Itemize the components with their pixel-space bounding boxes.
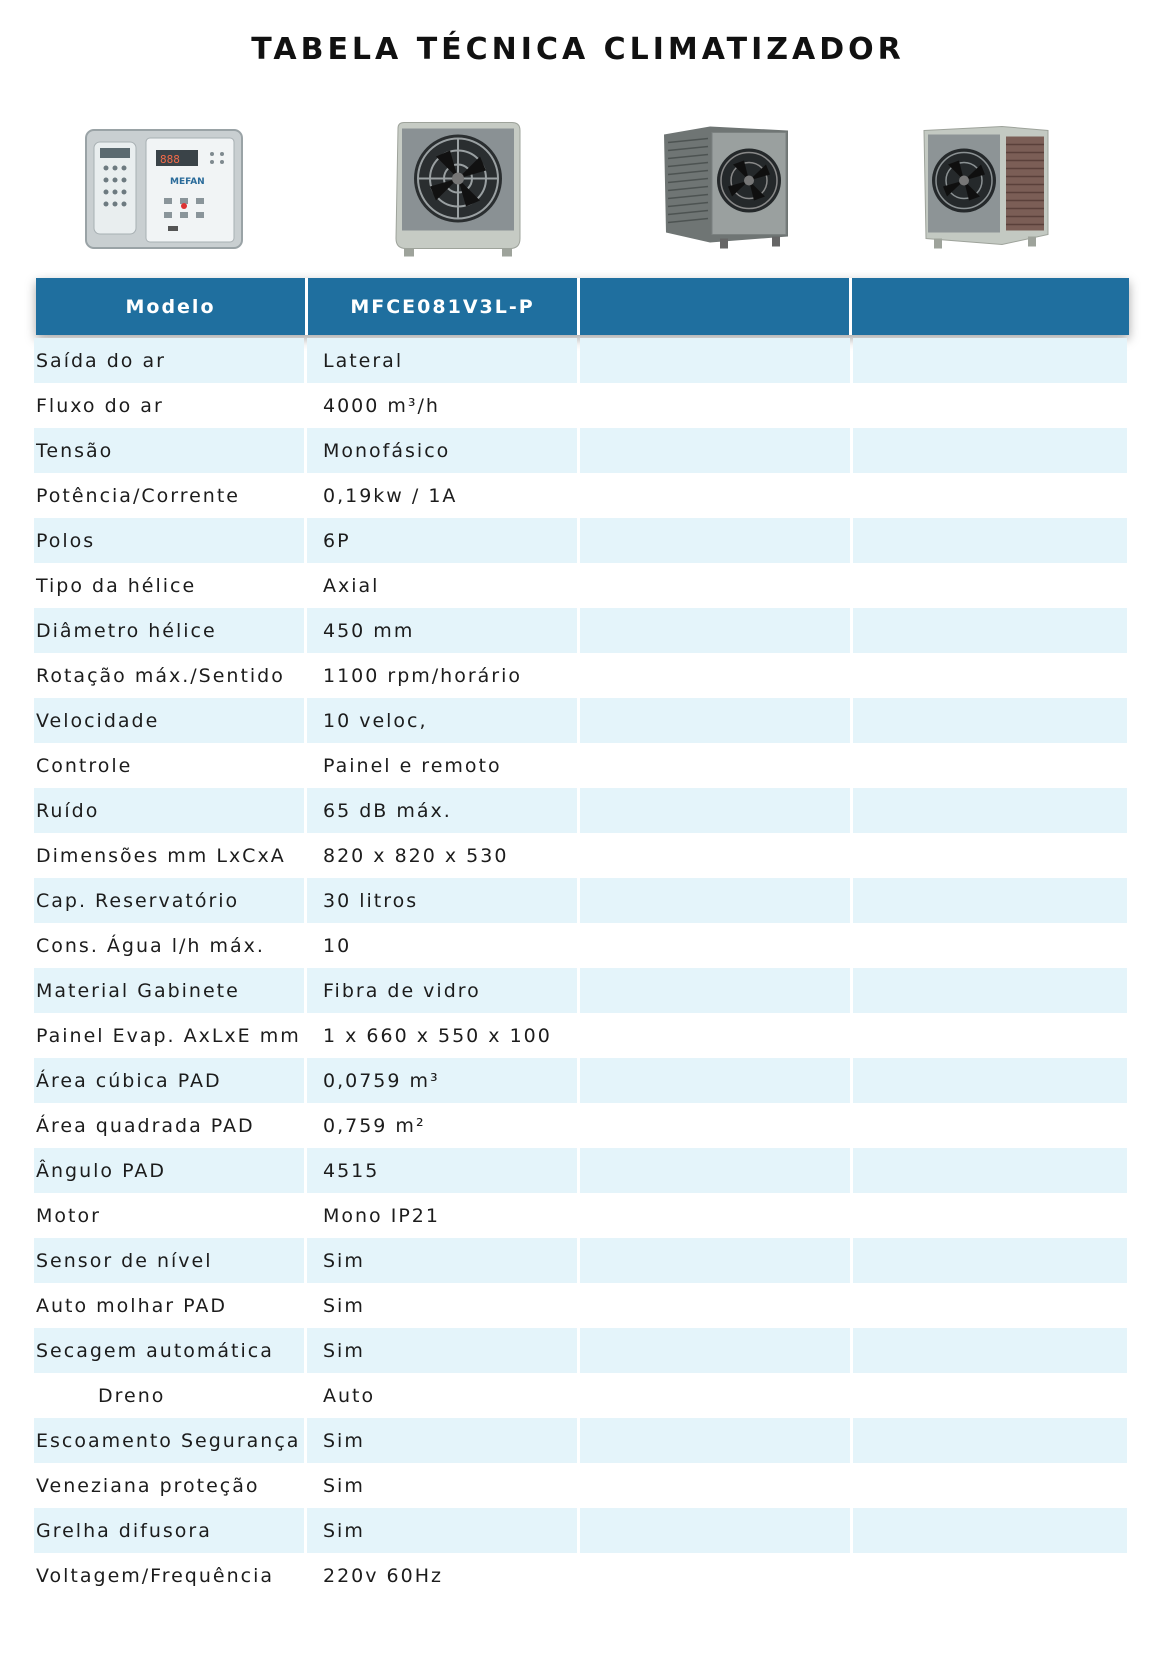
table-row [34, 473, 1127, 518]
spec-empty [853, 968, 1127, 1013]
table-row [34, 1238, 1127, 1283]
table-row [34, 923, 1127, 968]
spec-label: Secagem automática [34, 1328, 304, 1373]
spec-empty [853, 878, 1127, 923]
table-row [34, 1553, 1127, 1598]
spec-empty [853, 338, 1127, 383]
spec-label: Diâmetro hélice [34, 608, 304, 653]
spec-empty [853, 1103, 1127, 1148]
spec-empty [853, 518, 1127, 563]
spec-empty [853, 383, 1127, 428]
spec-empty [580, 1238, 850, 1283]
spec-label: Dimensões mm LxCxA [36, 844, 286, 867]
climatizador-front-icon [388, 118, 528, 263]
table-row [34, 1148, 1127, 1193]
spec-empty [853, 653, 1127, 698]
spec-empty [853, 608, 1127, 653]
table-row [34, 428, 1127, 473]
spec-empty [580, 698, 850, 743]
spec-empty [853, 473, 1127, 518]
spec-empty [853, 428, 1127, 473]
spec-value: 1100 rpm/horário [323, 664, 523, 687]
spec-label: Saída do ar [34, 338, 304, 383]
spec-empty [580, 1058, 850, 1103]
table-row [34, 833, 1127, 878]
spec-empty [580, 1418, 850, 1463]
spec-empty [853, 833, 1127, 878]
spec-empty [853, 743, 1127, 788]
spec-label: Auto molhar PAD [36, 1294, 227, 1317]
spec-empty [580, 1103, 850, 1148]
spec-value: 4000 m³/h [323, 394, 440, 417]
spec-empty [853, 1418, 1127, 1463]
spec-empty [580, 968, 850, 1013]
control-panel-image [84, 118, 244, 263]
table-row [34, 1463, 1127, 1508]
climatizador-side-image [660, 118, 795, 263]
spec-value: 10 [323, 934, 352, 957]
spec-empty [853, 698, 1127, 743]
spec-empty [580, 1193, 850, 1238]
spec-label: Voltagem/Frequência [36, 1564, 275, 1587]
spec-label: Potência/Corrente [36, 484, 240, 507]
spec-empty [853, 1328, 1127, 1373]
spec-value: Lateral [307, 338, 577, 383]
spec-empty [580, 1508, 850, 1553]
table-row [34, 1508, 1127, 1553]
control-panel-icon [84, 118, 244, 263]
spec-label: Dreno [98, 1384, 166, 1407]
climatizador-angle-icon [918, 118, 1053, 263]
spec-value: 0,0759 m³ [307, 1058, 577, 1103]
table-row [34, 1418, 1127, 1463]
spec-label: Área cúbica PAD [34, 1058, 304, 1103]
table-row [34, 788, 1127, 833]
spec-empty [580, 1013, 850, 1058]
spec-empty [580, 788, 850, 833]
table-row [34, 1328, 1127, 1373]
table-row [34, 1058, 1127, 1103]
spec-label: Área quadrada PAD [36, 1114, 255, 1137]
spec-value: 65 dB máx. [307, 788, 577, 833]
spec-empty [853, 1283, 1127, 1328]
header-empty-col3 [580, 278, 849, 335]
spec-label: Grelha difusora [34, 1508, 304, 1553]
spec-value: 0,19kw / 1A [323, 484, 458, 507]
spec-empty [580, 1463, 850, 1508]
svg-text:888: 888 [160, 153, 180, 166]
spec-value: Sim [323, 1294, 365, 1317]
table-row [34, 968, 1127, 1013]
spec-value: Monofásico [307, 428, 577, 473]
spec-empty [580, 608, 850, 653]
table-row [34, 653, 1127, 698]
spec-empty [853, 1463, 1127, 1508]
spec-empty [853, 923, 1127, 968]
table-row [34, 1373, 1127, 1418]
table-row [34, 608, 1127, 653]
spec-value: Auto [323, 1384, 376, 1407]
spec-value: Painel e remoto [323, 754, 502, 777]
spec-empty [853, 1148, 1127, 1193]
spec-empty [853, 1553, 1127, 1598]
spec-empty [853, 788, 1127, 833]
spec-empty [580, 473, 850, 518]
table-row [34, 1193, 1127, 1238]
spec-label: Veneziana proteção [36, 1474, 260, 1497]
spec-value: Sim [307, 1418, 577, 1463]
spec-empty [580, 743, 850, 788]
spec-value: 4515 [307, 1148, 577, 1193]
spec-value: 220v 60Hz [323, 1564, 443, 1587]
spec-empty [580, 383, 850, 428]
header-modelo: Modelo [36, 278, 305, 335]
spec-label: Polos [34, 518, 304, 563]
spec-value: Sim [307, 1508, 577, 1553]
spec-label: Painel Evap. AxLxE mm [36, 1024, 301, 1047]
table-row [34, 518, 1127, 563]
table-row [34, 338, 1127, 383]
spec-label: Tensão [34, 428, 304, 473]
table-header [36, 278, 1129, 335]
table-row [34, 698, 1127, 743]
spec-empty [580, 833, 850, 878]
table-row [34, 1283, 1127, 1328]
spec-empty [580, 1553, 850, 1598]
spec-label: Ruído [34, 788, 304, 833]
spec-label: Ângulo PAD [34, 1148, 304, 1193]
spec-value: 0,759 m² [323, 1114, 426, 1137]
spec-label: Motor [36, 1204, 101, 1227]
spec-empty [853, 1373, 1127, 1418]
climatizador-angle-image [918, 118, 1053, 263]
svg-text:MEFAN: MEFAN [170, 177, 205, 187]
spec-table [34, 338, 1127, 1598]
spec-empty [580, 563, 850, 608]
spec-value: Sim [307, 1238, 577, 1283]
spec-label: Escoamento Segurança [34, 1418, 304, 1463]
spec-value: Mono IP21 [323, 1204, 440, 1227]
spec-empty [580, 1283, 850, 1328]
spec-value: 6P [307, 518, 577, 563]
spec-label: Rotação máx./Sentido [36, 664, 285, 687]
spec-empty [853, 1508, 1127, 1553]
spec-label: Cons. Água l/h máx. [36, 934, 265, 957]
spec-value: 30 litros [307, 878, 577, 923]
spec-value: Fibra de vidro [307, 968, 577, 1013]
table-row [34, 743, 1127, 788]
table-row [34, 878, 1127, 923]
table-row [34, 1103, 1127, 1148]
spec-empty [853, 1058, 1127, 1103]
spec-value: 450 mm [307, 608, 577, 653]
spec-empty [580, 1328, 850, 1373]
spec-label: Tipo da hélice [36, 574, 197, 597]
spec-empty [853, 1013, 1127, 1058]
page-title: TABELA TÉCNICA CLIMATIZADOR [251, 32, 905, 67]
spec-label: Controle [36, 754, 133, 777]
spec-empty [853, 563, 1127, 608]
spec-empty [580, 1373, 850, 1418]
spec-empty [580, 923, 850, 968]
spec-value: Sim [323, 1474, 365, 1497]
spec-label: Material Gabinete [34, 968, 304, 1013]
spec-label: Fluxo do ar [36, 394, 164, 417]
spec-empty [580, 1148, 850, 1193]
spec-label: Velocidade [34, 698, 304, 743]
header-empty-col4 [852, 278, 1129, 335]
spec-value: Axial [323, 574, 380, 597]
spec-label: Sensor de nível [34, 1238, 304, 1283]
spec-empty [580, 518, 850, 563]
table-row [34, 383, 1127, 428]
spec-empty [580, 428, 850, 473]
spec-empty [853, 1193, 1127, 1238]
spec-empty [580, 878, 850, 923]
table-row [34, 563, 1127, 608]
spec-label: Cap. Reservatório [34, 878, 304, 923]
climatizador-side-icon [660, 118, 795, 263]
spec-value: 10 veloc, [307, 698, 577, 743]
spec-value: 820 x 820 x 530 [323, 844, 509, 867]
spec-empty [580, 653, 850, 698]
spec-value: Sim [307, 1328, 577, 1373]
spec-empty [580, 338, 850, 383]
spec-empty [853, 1238, 1127, 1283]
header-model-code: MFCE081V3L-P [308, 278, 577, 335]
table-row [34, 1013, 1127, 1058]
spec-value: 1 x 660 x 550 x 100 [323, 1024, 552, 1047]
climatizador-front-image [388, 118, 528, 263]
